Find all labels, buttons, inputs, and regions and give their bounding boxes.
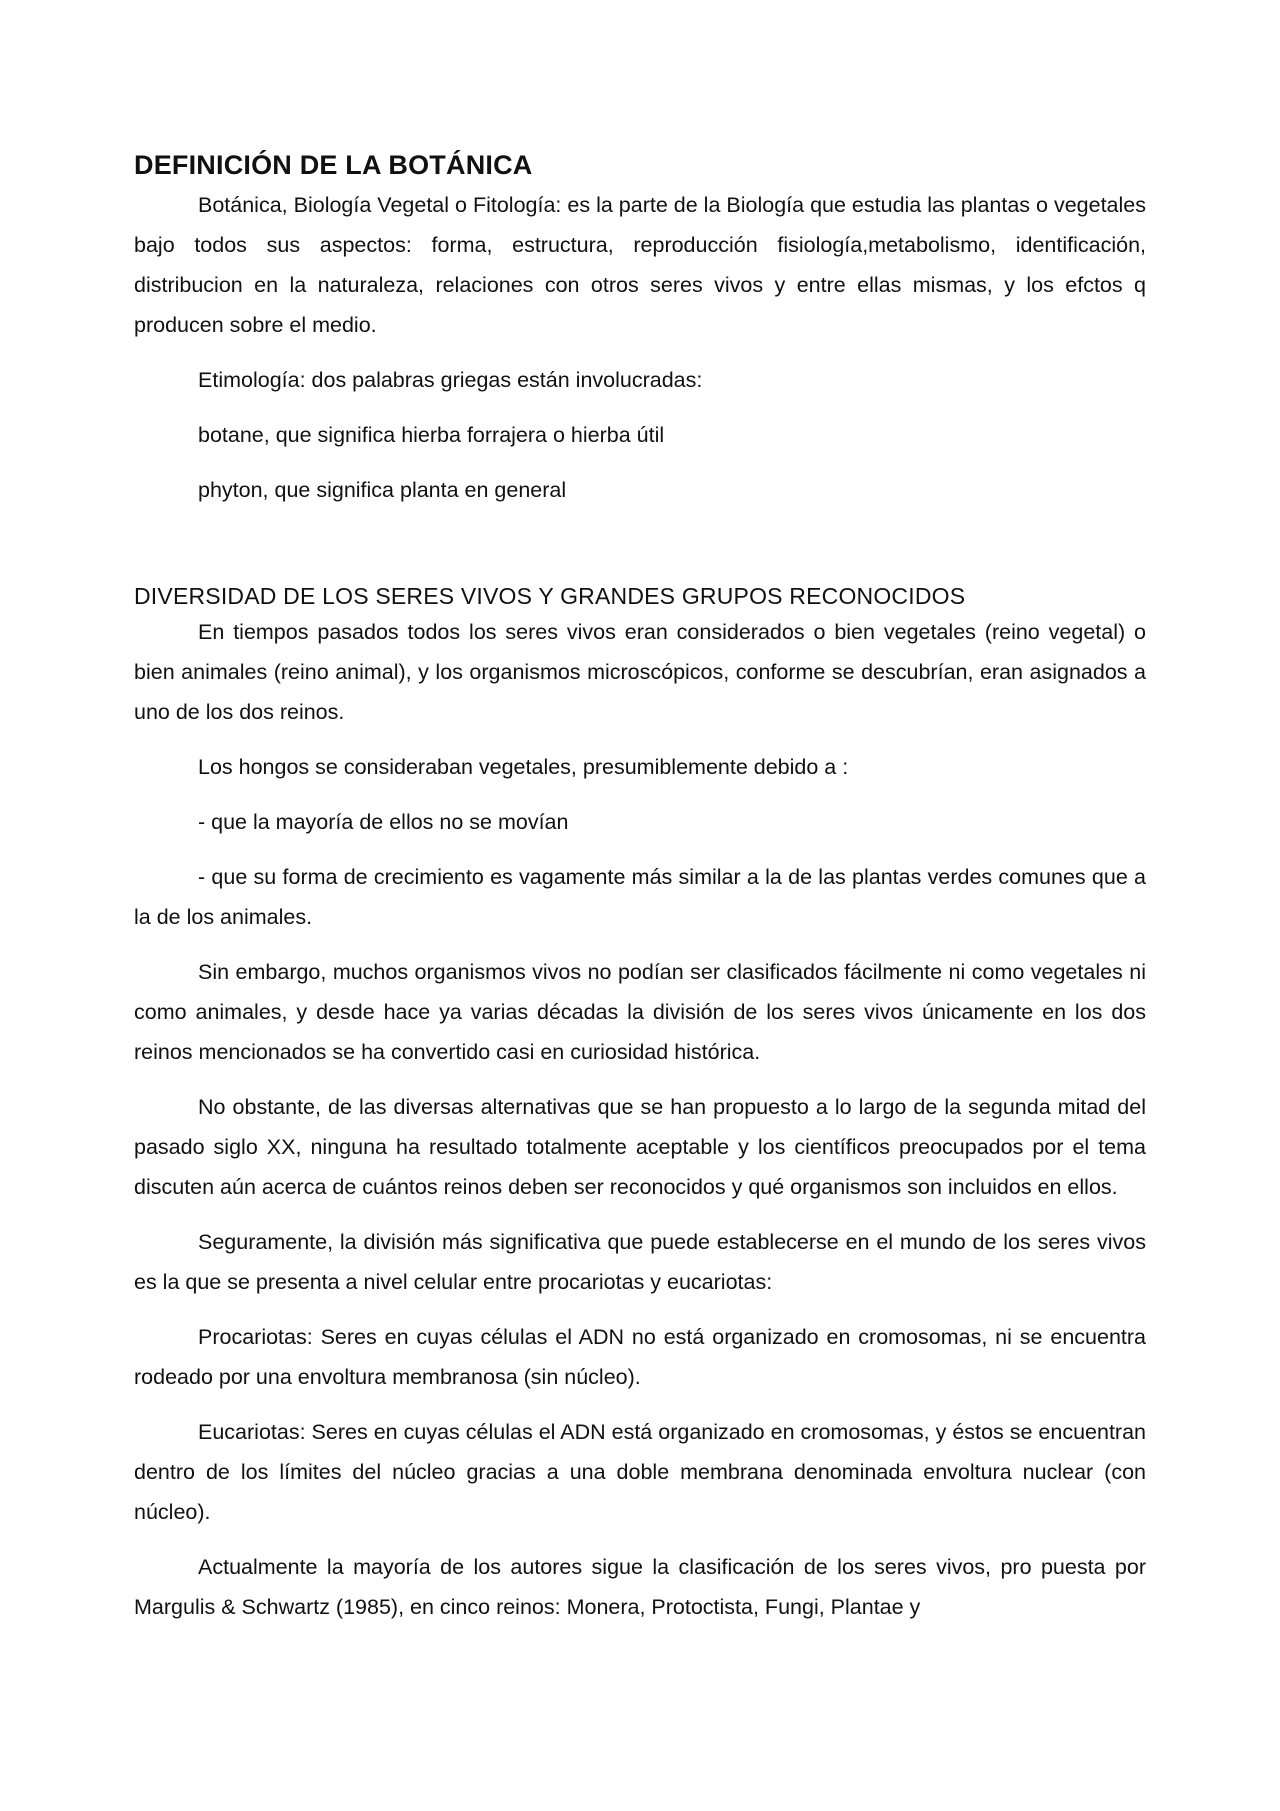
paragraph-definicion: Botánica, Biología Vegetal o Fitología: es la parte de la Biología que estudia las plantas o vegetales bajo todos sus aspectos: forma, estructura, reproducción fisiología,metabolismo, identificación, distribucion en la naturaleza, relaciones con otros seres vivos y entre ellas mismas, y los efctos q producen sobre el medio. — [134, 193, 1146, 337]
paragraph-seguramente: Seguramente, la división más significativa que puede establecerse en el mundo de los seres vivos es la que se presenta a nivel celular entre procariotas y eucariotas: — [134, 1230, 1146, 1294]
section-spacer — [134, 525, 1146, 583]
paragraph-hongos: Los hongos se consideraban vegetales, presumiblemente debido a : — [198, 755, 849, 779]
section-title-diversidad: DIVERSIDAD DE LOS SERES VIVOS Y GRANDES GRUPOS RECONOCIDOS — [134, 583, 966, 609]
paragraph-etimologia: Etimología: dos palabras griegas están involucradas: — [198, 368, 703, 392]
paragraph-tiempos-pasados: En tiempos pasados todos los seres vivos eran considerados o bien vegetales (reino vegetal) o bien animales (reino animal), y los organismos microscópicos, conforme se descubrían, eran asignados a uno de los dos reinos. — [134, 620, 1146, 724]
paragraph-botane: botane, que significa hierba forrajera o hierba útil — [198, 423, 665, 447]
paragraph-eucariotas: Eucariotas: Seres en cuyas células el ADN está organizado en cromosomas, y éstos se encuentran dentro de los límites del núcleo gracias a una doble membrana denominada envoltura nuclear (con núcleo). — [134, 1420, 1146, 1524]
list-item-no-se-movian: - que la mayoría de ellos no se movían — [198, 810, 569, 834]
document-page — [134, 150, 1146, 1642]
paragraph-actualmente: Actualmente la mayoría de los autores sigue la clasificación de los seres vivos, pro puesta por Margulis & Schwartz (1985), en cinco reinos: Monera, Protoctista, Fungi, Plantae y — [134, 1555, 1146, 1619]
list-item-forma-crecimiento: - que su forma de crecimiento es vagamente más similar a la de las plantas verdes comunes que a la de los animales. — [134, 865, 1146, 929]
paragraph-procariotas: Procariotas: Seres en cuyas células el ADN no está organizado en cromosomas, ni se encuentra rodeado por una envoltura membranosa (sin núcleo). — [134, 1325, 1146, 1389]
section-title-definicion: DEFINICIÓN DE LA BOTÁNICA — [134, 150, 533, 180]
paragraph-phyton: phyton, que significa planta en general — [198, 478, 567, 502]
paragraph-sin-embargo: Sin embargo, muchos organismos vivos no podían ser clasificados fácilmente ni como vegetales ni como animales, y desde hace ya varias décadas la división de los seres vivos únicamente en los dos reinos mencionados se ha convertido casi en curiosidad histórica. — [134, 960, 1146, 1064]
paragraph-no-obstante: No obstante, de las diversas alternativas que se han propuesto a lo largo de la segunda mitad del pasado siglo XX, ninguna ha resultado totalmente aceptable y los científicos preocupados por el tema discuten aún acerca de cuántos reinos deben ser reconocidos y qué organismos son incluidos en ellos. — [134, 1095, 1146, 1199]
